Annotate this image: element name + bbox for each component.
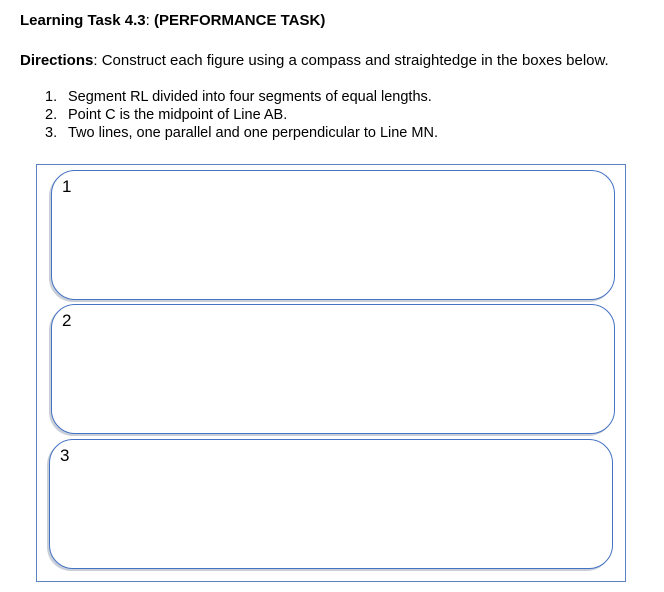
title-colon: : xyxy=(145,12,150,29)
box-number: 3 xyxy=(60,446,70,465)
task-number: 2. xyxy=(45,107,58,123)
directions-label: Directions xyxy=(20,52,94,69)
list-item xyxy=(45,88,438,106)
task-text: Point C is the midpoint of Line AB. xyxy=(68,107,288,123)
task-number: 3. xyxy=(45,125,58,141)
box-number: 1 xyxy=(62,177,72,196)
directions-text: : Construct each figure using a compass and straightedge in the boxes below. xyxy=(93,52,609,69)
construction-box-1[interactable] xyxy=(51,170,615,300)
task-number: 1. xyxy=(45,89,58,105)
page-title xyxy=(20,12,325,29)
construction-box-3[interactable] xyxy=(49,439,613,569)
list-item xyxy=(45,106,438,124)
construction-box-2[interactable] xyxy=(51,304,615,434)
directions xyxy=(20,52,609,69)
task-text: Two lines, one parallel and one perpendicular to Line MN. xyxy=(68,125,438,141)
title-sub: (PERFORMANCE TASK) xyxy=(153,12,326,29)
task-list xyxy=(45,88,438,142)
task-text: Segment RL divided into four segments of equal lengths. xyxy=(68,89,432,105)
box-number: 2 xyxy=(62,311,72,330)
list-item xyxy=(45,124,438,142)
title-main: Learning Task 4.3 xyxy=(20,12,146,29)
